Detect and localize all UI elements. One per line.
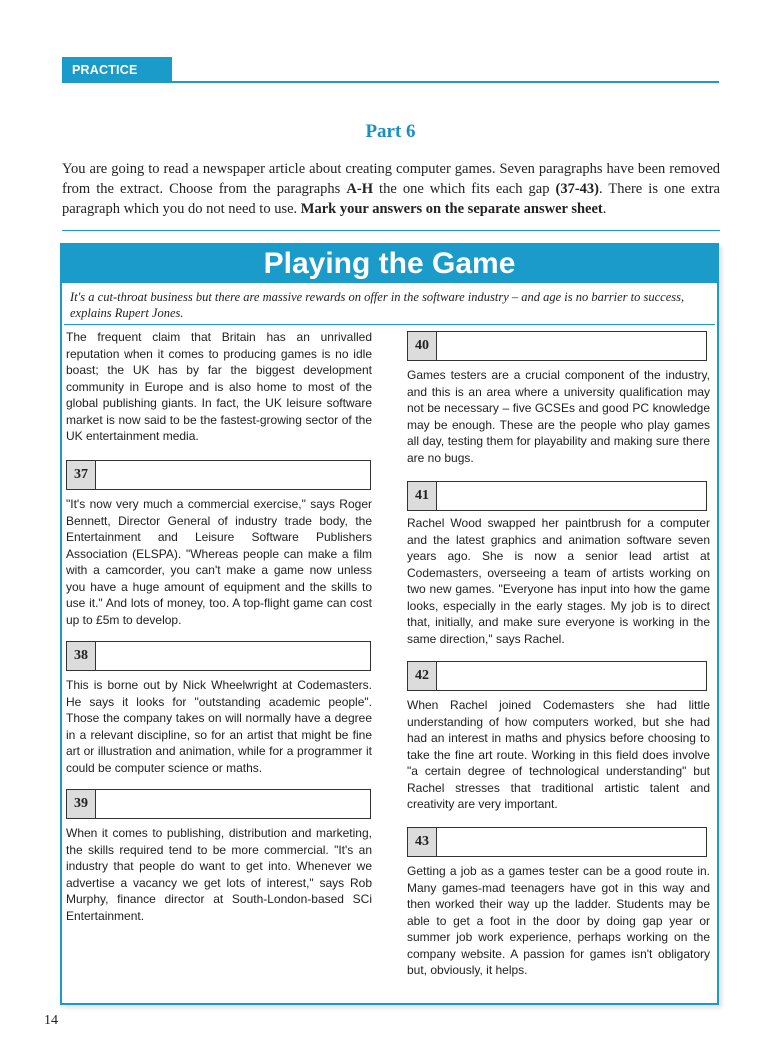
gap-box-39[interactable] <box>66 789 371 819</box>
paragraph-murphy: When it comes to publishing, distribution and marketing, the skills required tend to be more commercial. "It's an industry that people do want to get into. Whenever we advertise a vacancy we get lots of interest," says Rob Murphy, finance director at South-London-based SCi Entertainment. <box>66 826 372 923</box>
part-title: Part 6 <box>365 121 416 142</box>
article-subtitle: It's a cut-throat business but there are massive rewards on offer in the software industry – and age is no barrier to success, explains Rupert Jones. <box>70 290 685 320</box>
practice-test-tab: PRACTICE TEST 1 <box>62 57 172 83</box>
gap-box-37[interactable] <box>66 460 371 490</box>
instructions <box>62 159 720 219</box>
paragraph-rachel-wood: Rachel Wood swapped her paintbrush for a computer and the latest graphics and animation software seven years ago. She is now a senior lead artist at Codemasters, overseeing a team of artists working on two new games. "Everyone has input into how the game looks, especially in the early stages. My job is to direct that, initially, and make sure everyone is working in the same direction," says Rachel. <box>407 516 710 646</box>
instructions-text-1: You are going to read a newspaper article about creating computer games. Seven paragraphs have been removed from the extract. Choose from the paragraphs <box>62 161 720 197</box>
subtitle-rule <box>64 324 715 325</box>
gap-box-38[interactable] <box>66 641 371 671</box>
gap-box-43[interactable] <box>407 827 707 857</box>
instructions-text-4: . <box>602 201 607 217</box>
header-rule <box>62 81 719 83</box>
instructions-bold-2: (37-43) <box>555 181 599 197</box>
instructions-text-3: . There is one extra paragraph which you do not need to use. <box>62 181 720 217</box>
gap-number: 43 <box>408 828 437 856</box>
paragraph-testers: Games testers are a crucial component of the industry, and this is an area where a university qualification may not be necessary – five GCSEs and good PC knowledge may be enough. These are the people who play games all day, testing them for playability and making sure there are no bugs. <box>407 368 710 465</box>
paragraph-games-tester: Getting a job as a games tester can be a good route in. Many games-mad teenagers have got in this way and then worked their way up the ladder. Students may be able to get a foot in the door by doing gap year or summer job work experience, perhaps working on the company website. A passion for games isn't obligatory but, obviously, it helps. <box>407 864 710 977</box>
article-title: Playing the Game <box>62 245 717 283</box>
gap-number: 38 <box>67 642 96 670</box>
instructions-text-2: the one which fits each gap <box>372 181 556 197</box>
gap-number: 41 <box>408 482 437 510</box>
page-number: 14 <box>44 1013 58 1028</box>
gap-number: 39 <box>67 790 96 818</box>
instructions-bold-1: A-H <box>346 181 373 197</box>
gap-box-41[interactable] <box>407 481 707 511</box>
gap-number: 42 <box>408 662 437 690</box>
paragraph-wheelwright: This is borne out by Nick Wheelwright at Codemasters. He says it looks for "outstanding academic people". Those the company takes on will normally have a degree in a relevant discipline, so for an artist that might be fine art or illustration and animation, while for a programmer it could be computer science or maths. <box>66 678 372 775</box>
gap-number: 37 <box>67 461 96 489</box>
section-rule <box>62 230 720 231</box>
gap-number: 40 <box>408 332 437 360</box>
paragraph-bennett: "It's now very much a commercial exercise," says Roger Bennett, Director General of industry trade body, the Entertainment and Leisure Software Publishers Association (ELSPA). "Whereas people can make a film with a camcorder, you can't make a game now unless you have a huge amount of equipment and the skills to use it." And lots of money, too. A top-flight game can cost up to £5m to develop. <box>66 497 372 627</box>
instructions-bold-3: Mark your answers on the separate answer sheet <box>300 201 603 217</box>
article-frame <box>60 243 719 1005</box>
gap-box-42[interactable] <box>407 661 707 691</box>
gap-box-40[interactable] <box>407 331 707 361</box>
paragraph-intro: The frequent claim that Britain has an unrivalled reputation when it comes to producing games is no idle boast; the UK has by far the biggest development community in Europe and is also home to most of the global publishing giants. In fact, the UK leisure software market is now said to be the fastest-growing sector of the UK entertainment media. <box>66 330 372 443</box>
paragraph-rachel-joined: When Rachel joined Codemasters she had little understanding of how computers worked, but she had had an interest in maths and physics before choosing to take the fine art route. Working in this field does involve "a certain degree of technological understanding" but Rachel stresses that traditional artistic talent and creativity are very important. <box>407 698 710 811</box>
